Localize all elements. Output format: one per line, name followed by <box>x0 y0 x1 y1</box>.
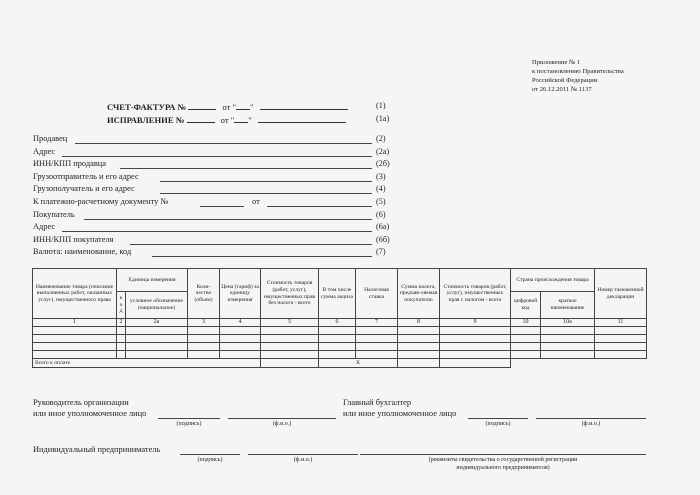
field-seller-address-code: (2а) <box>376 147 390 156</box>
field-buyer-label: Покупатель <box>33 210 75 219</box>
header-tax-sum: Сумма налога, предъяв-ляемая покупателю <box>398 269 440 319</box>
table-cell[interactable] <box>261 327 319 335</box>
header-price: Цена (тариф) за единицу измерения <box>220 269 261 319</box>
table-cell[interactable] <box>440 343 511 351</box>
field-buyer-code: (6) <box>376 210 386 219</box>
invoice-date-field[interactable] <box>260 101 348 110</box>
field-currency-label: Валюта: наименование, код <box>33 247 132 256</box>
field-seller-input[interactable] <box>75 143 372 144</box>
correction-title-row <box>107 114 346 125</box>
appendix-line: Приложение № 1 <box>532 59 581 66</box>
registration-caption-2: индивидуального предпринимателя) <box>456 465 550 471</box>
field-payment-doc-date[interactable] <box>267 206 372 207</box>
table-cell[interactable] <box>126 335 188 343</box>
table-cell[interactable] <box>117 335 126 343</box>
accountant-name-caption: (ф.и.о.) <box>581 421 601 427</box>
table-cell[interactable] <box>511 327 541 335</box>
col-number: 2 <box>117 319 126 327</box>
table-cell[interactable] <box>511 351 541 359</box>
table-cell[interactable] <box>595 343 647 351</box>
quote-close: " <box>250 102 254 112</box>
table-cell[interactable] <box>33 327 117 335</box>
table-cell[interactable] <box>398 335 440 343</box>
header-country-name: краткое наименование <box>541 292 595 319</box>
table-cell[interactable] <box>440 327 511 335</box>
table-cell[interactable] <box>188 335 220 343</box>
total-tax-sum[interactable] <box>398 359 440 368</box>
field-seller-address-input[interactable] <box>62 156 372 157</box>
total-empty <box>511 359 647 368</box>
total-x-mark: Х <box>319 359 398 368</box>
table-cell[interactable] <box>33 351 117 359</box>
table-cell[interactable] <box>595 351 647 359</box>
correction-title: ИСПРАВЛЕНИЕ № <box>107 115 185 125</box>
table-header-row <box>33 269 647 292</box>
field-payment-doc-label: К платежно-расчетному документу № <box>33 197 169 206</box>
field-payment-doc-number[interactable] <box>200 206 244 207</box>
accountant-label: Главный бухгалтер <box>343 398 412 407</box>
col-number: 10 <box>511 319 541 327</box>
field-buyer-input[interactable] <box>84 219 372 220</box>
appendix-line: к постановлению Правительства <box>532 68 624 75</box>
header-goods: Наименование товара (описание выполненных работ, оказанных услуг), имущественного права <box>33 269 117 319</box>
table-cell[interactable] <box>188 327 220 335</box>
appendix-note <box>532 58 692 94</box>
accountant-signature-caption: (подпись) <box>485 421 511 427</box>
col-number: 10а <box>541 319 595 327</box>
table-cell[interactable] <box>126 351 188 359</box>
field-seller-label: Продавец <box>33 134 68 143</box>
header-declaration: Номер таможенной декларации <box>595 269 647 319</box>
head-label-2: или иное уполномоченное лицо <box>33 409 147 418</box>
entrepreneur-name-field[interactable] <box>248 454 358 455</box>
field-shipper-code: (3) <box>376 172 386 181</box>
table-cell[interactable] <box>595 335 647 343</box>
head-name-caption: (ф.и.о.) <box>272 421 292 427</box>
table-cell[interactable] <box>440 351 511 359</box>
header-unit-name: условное обозначение (национальное) <box>126 292 188 319</box>
field-buyer-inn-code: (6б) <box>376 235 390 244</box>
table-cell[interactable] <box>440 335 511 343</box>
table-cell[interactable] <box>398 343 440 351</box>
header-cost-with-tax: Стоимость товаров (работ, услуг), имущественных прав с налогом - всего <box>440 269 511 319</box>
table-cell[interactable] <box>220 335 261 343</box>
field-buyer-inn-input[interactable] <box>130 244 372 245</box>
registration-caption-1: (реквизиты свидетельства о государственной регистрации <box>428 457 578 463</box>
invoice-table <box>32 268 647 368</box>
header-cost-no-tax: Стоимость товаров (работ, услуг), имущественных прав без налога - всего <box>261 269 319 319</box>
col-number: 9 <box>440 319 511 327</box>
table-cell[interactable] <box>356 327 398 335</box>
col-number: 5 <box>261 319 319 327</box>
table-cell[interactable] <box>220 327 261 335</box>
entrepreneur-signature-caption: (подпись) <box>197 457 223 463</box>
table-row <box>33 351 647 359</box>
col-number: 11 <box>595 319 647 327</box>
invoice-number-field[interactable] <box>188 101 216 110</box>
entrepreneur-name-caption: (ф.и.о.) <box>293 457 313 463</box>
field-buyer-address-input[interactable] <box>62 231 372 232</box>
invoice-title: СЧЕТ-ФАКТУРА № <box>107 102 187 112</box>
head-signature-field[interactable] <box>158 418 220 419</box>
table-cell[interactable] <box>117 327 126 335</box>
field-consignee-label: Грузополучатель и его адрес <box>33 184 135 193</box>
entrepreneur-label: Индивидуальный предприниматель <box>33 445 161 454</box>
table-row <box>33 327 647 335</box>
table-cell[interactable] <box>541 351 595 359</box>
table-cell[interactable] <box>188 351 220 359</box>
col-number: 7 <box>356 319 398 327</box>
table-cell[interactable] <box>511 335 541 343</box>
table-cell[interactable] <box>541 327 595 335</box>
header-country: Страна происхождения товара <box>511 269 595 292</box>
appendix-line: от 26.12.2011 № 1137 <box>532 86 592 93</box>
field-currency-input[interactable] <box>152 256 372 257</box>
table-cell[interactable] <box>117 343 126 351</box>
entrepreneur-registration-field[interactable] <box>360 454 646 455</box>
table-cell[interactable] <box>541 343 595 351</box>
field-buyer-address-label: Адрес <box>33 222 56 231</box>
table-cell[interactable] <box>319 335 356 343</box>
table-cell[interactable] <box>126 327 188 335</box>
field-consignee-code: (4) <box>376 184 386 193</box>
correction-day-field[interactable] <box>234 114 248 123</box>
table-cell[interactable] <box>319 327 356 335</box>
accountant-label-2: или иное уполномоченное лицо <box>343 409 457 418</box>
table-cell[interactable] <box>33 343 117 351</box>
quote-open: " <box>232 102 237 112</box>
table-cell[interactable] <box>356 335 398 343</box>
head-name-field[interactable] <box>228 418 336 419</box>
field-payment-doc-code: (5) <box>376 197 386 206</box>
from-label: от <box>222 102 231 112</box>
entrepreneur-signature-field[interactable] <box>180 454 240 455</box>
col-number: 8 <box>398 319 440 327</box>
table-cell[interactable] <box>595 327 647 335</box>
total-cost-no-tax[interactable] <box>261 359 319 368</box>
accountant-name-field[interactable] <box>536 418 646 419</box>
table-cell[interactable] <box>319 351 356 359</box>
col-number: 6 <box>319 319 356 327</box>
correction-number-field[interactable] <box>187 114 215 123</box>
table-cell[interactable] <box>356 343 398 351</box>
field-consignee-input[interactable] <box>160 193 372 194</box>
head-label: Руководитель организации <box>33 398 129 407</box>
table-total-row <box>33 359 647 368</box>
table-cell[interactable] <box>356 351 398 359</box>
head-signature-caption: (подпись) <box>176 421 202 427</box>
field-seller-address-label: Адрес <box>33 147 56 156</box>
field-seller-inn-code: (2б) <box>376 159 390 168</box>
table-cell[interactable] <box>220 351 261 359</box>
table-cell[interactable] <box>319 343 356 351</box>
field-buyer-inn-label: ИНН/КПП покупателя <box>33 235 114 244</box>
table-cell[interactable] <box>261 351 319 359</box>
field-seller-inn-input[interactable] <box>120 168 372 169</box>
table-cell[interactable] <box>261 335 319 343</box>
accountant-signature-field[interactable] <box>468 418 528 419</box>
header-rate: Налоговая ставка <box>356 269 398 319</box>
field-currency-code: (7) <box>376 247 386 256</box>
col-number: 3 <box>188 319 220 327</box>
col-number: 4 <box>220 319 261 327</box>
correction-date-field[interactable] <box>258 114 346 123</box>
field-seller-code: (2) <box>376 134 386 143</box>
quote-close: " <box>248 115 252 125</box>
field-shipper-label: Грузоотправитель и его адрес <box>33 172 139 181</box>
header-unit-code: к о д <box>117 292 126 319</box>
invoice-day-field[interactable] <box>236 101 250 110</box>
from-label: от <box>220 115 229 125</box>
table-cell[interactable] <box>261 343 319 351</box>
field-buyer-address-code: (6а) <box>376 222 390 231</box>
table-cell[interactable] <box>398 351 440 359</box>
table-cell[interactable] <box>220 343 261 351</box>
header-unit: Единица измерения <box>117 269 188 292</box>
field-seller-inn-label: ИНН/КПП продавца <box>33 159 106 168</box>
table-cell[interactable] <box>33 335 117 343</box>
col-number: 2а <box>126 319 188 327</box>
code-invoice: (1) <box>376 101 386 110</box>
header-country-code: цифровой код <box>511 292 541 319</box>
table-cell[interactable] <box>511 343 541 351</box>
header-qty: Коли-чество (объем) <box>188 269 220 319</box>
quote-open: " <box>230 115 235 125</box>
table-row <box>33 335 647 343</box>
table-cell[interactable] <box>126 343 188 351</box>
header-excise: В том числе сумма акциза <box>319 269 356 319</box>
table-cell[interactable] <box>541 335 595 343</box>
invoice-title-row <box>107 101 348 112</box>
field-shipper-input[interactable] <box>160 181 372 182</box>
table-cell[interactable] <box>398 327 440 335</box>
total-label: Всего к оплате <box>33 359 261 368</box>
total-cost-with-tax[interactable] <box>440 359 511 368</box>
table-row <box>33 343 647 351</box>
col-number: 1 <box>33 319 117 327</box>
code-correction: (1а) <box>376 114 390 123</box>
field-payment-doc-from: от <box>252 197 260 206</box>
appendix-line: Российской Федерации <box>532 77 598 84</box>
table-number-row <box>33 319 647 327</box>
table-cell[interactable] <box>117 351 126 359</box>
table-cell[interactable] <box>188 343 220 351</box>
